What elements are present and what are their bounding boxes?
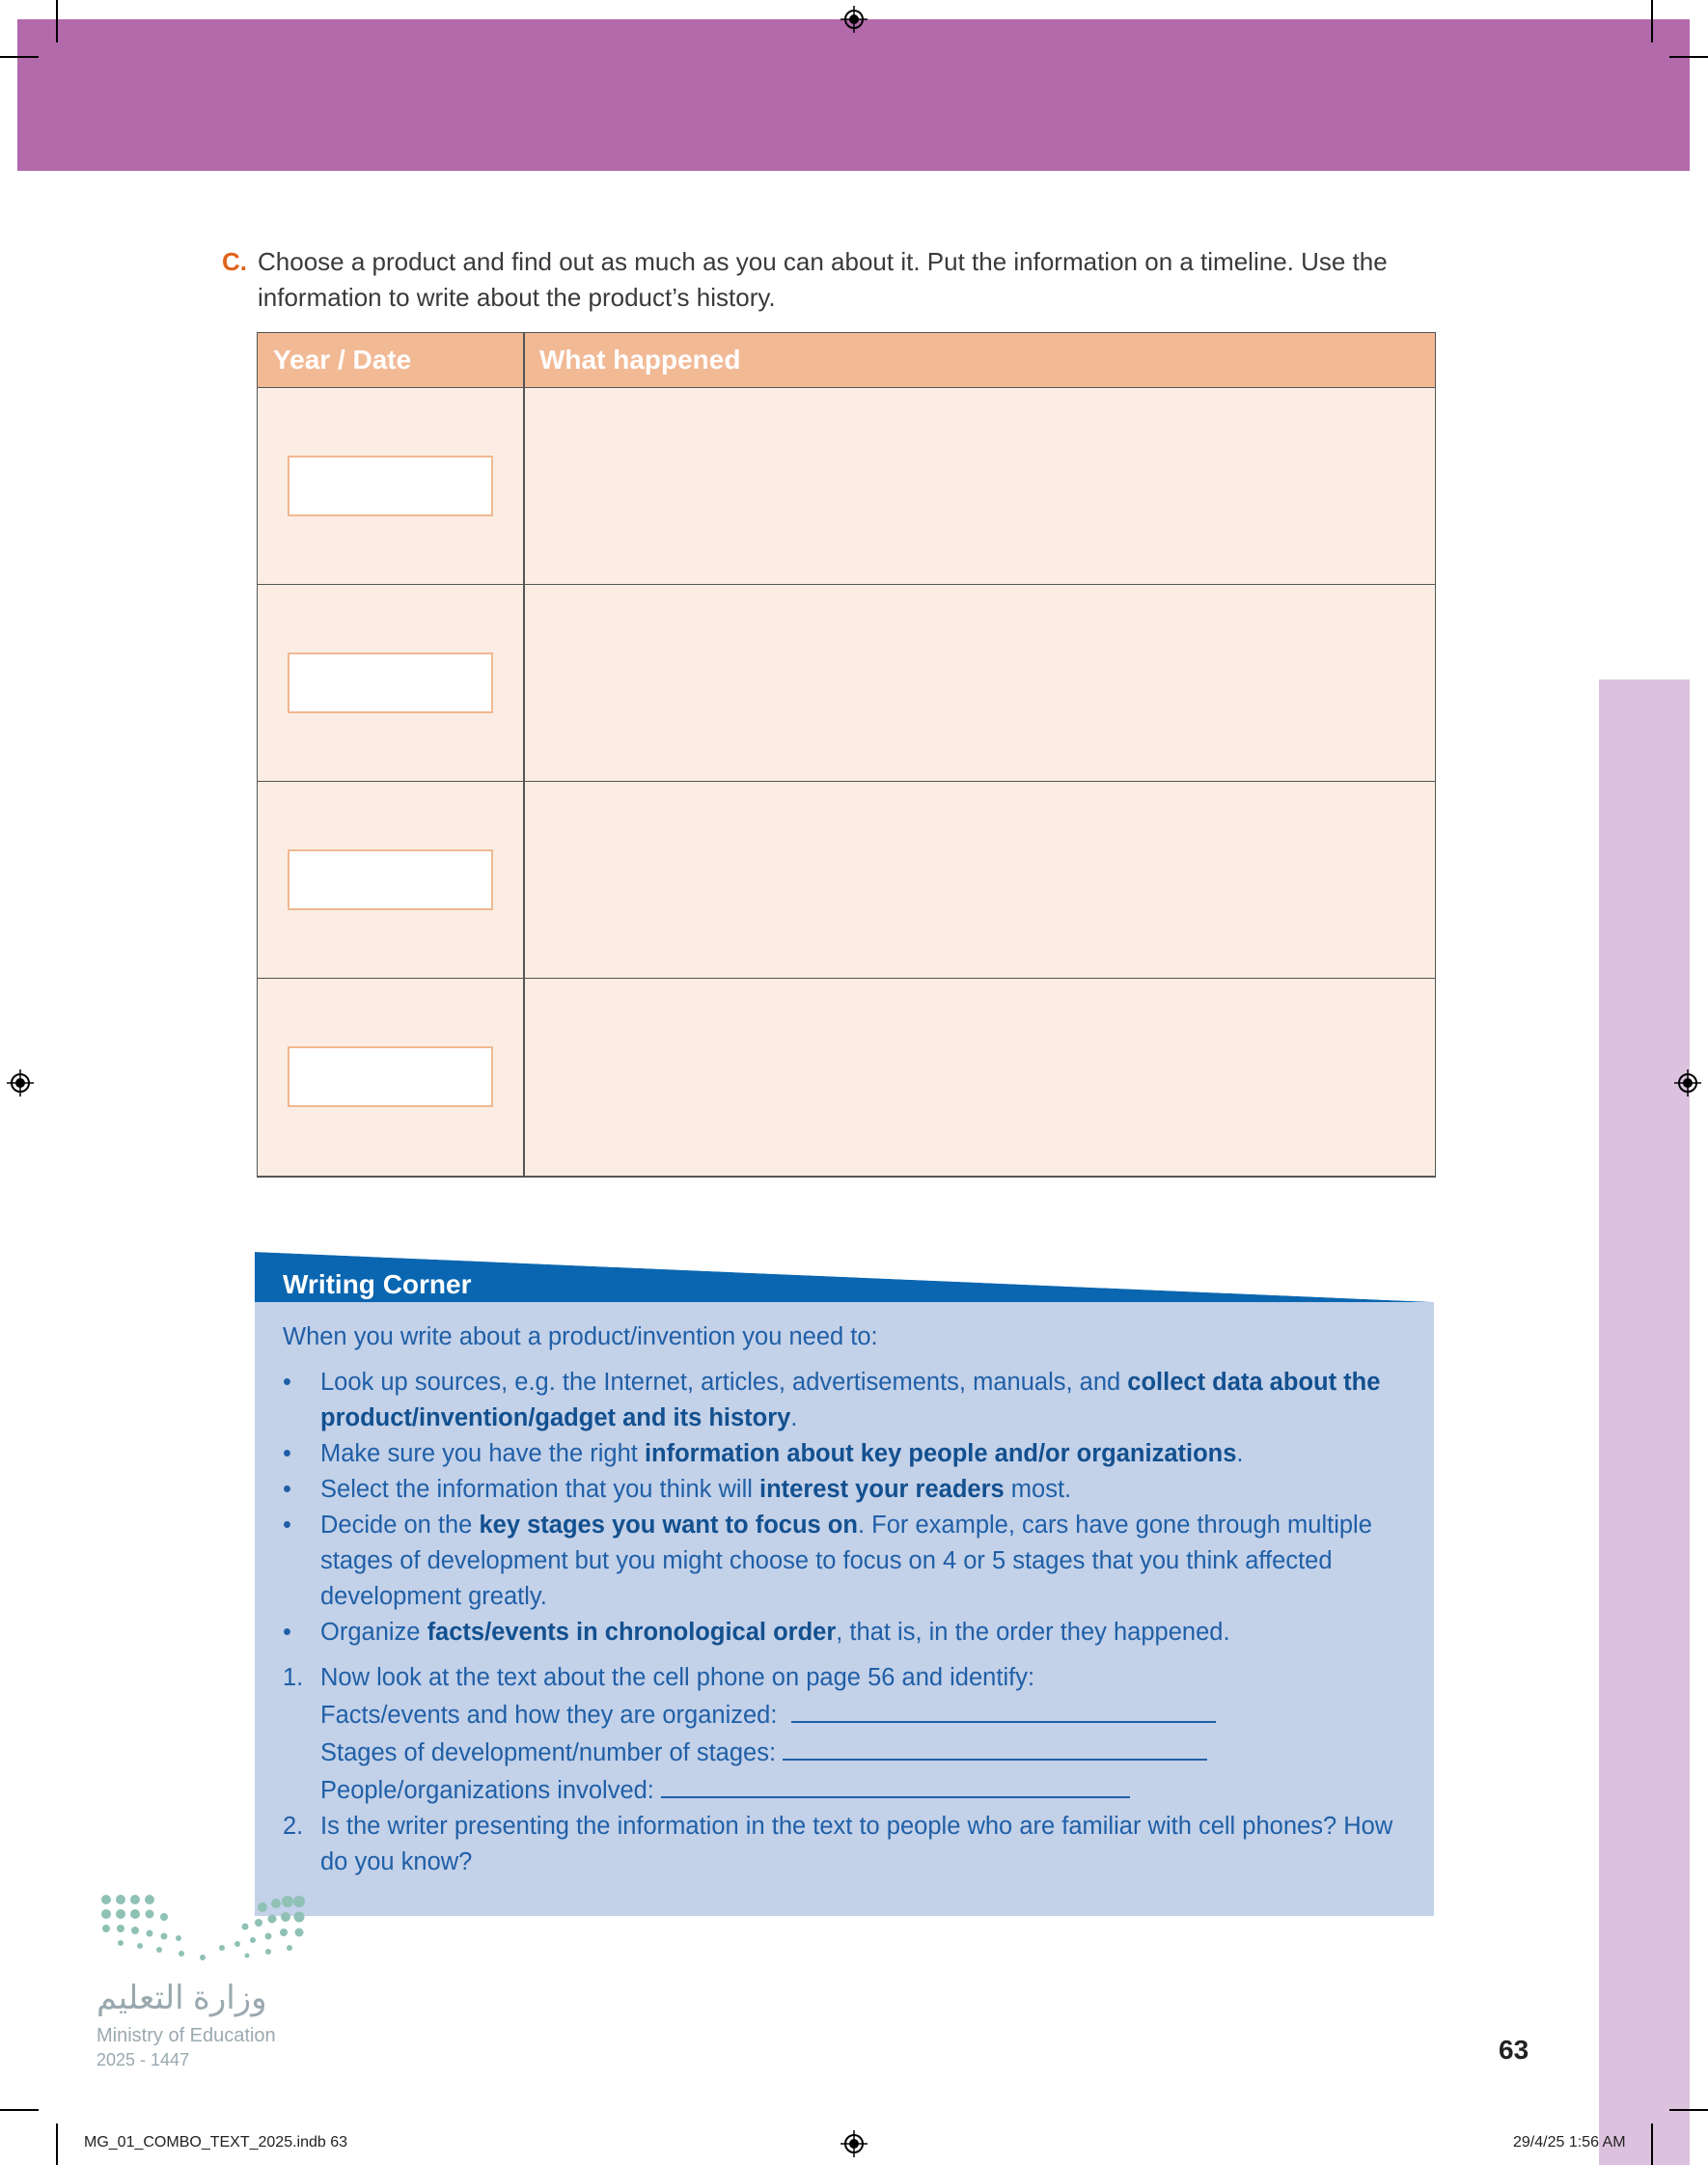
writing-corner-body (283, 1319, 1412, 1880)
crop-mark (0, 2109, 39, 2111)
table-header (258, 333, 1435, 388)
table-row (258, 782, 1435, 979)
question-1: 1. Now look at the text about the cell phone on page 56 and identify: Facts/events and how they are organized: Stages of development/number of stages: People/organizations involved: (283, 1660, 1412, 1809)
list-item: • Organize facts/events in chronological order, that is, in the order they happened. (283, 1615, 1412, 1651)
footer-filename: MG_01_COMBO_TEXT_2025.indb 63 (84, 2134, 348, 2151)
ministry-name-arabic: وزارة التعليم (96, 1980, 267, 2016)
side-tab (1599, 680, 1690, 2165)
crop-mark (56, 0, 58, 42)
table-row (258, 979, 1435, 1177)
exercise-instructions: Choose a product and find out as much as you can about it. Put the information on a timeline. Use the information to write about the product’s history. (258, 247, 1388, 312)
table-row (258, 585, 1435, 782)
date-input-box[interactable] (288, 456, 493, 516)
page-number: 63 (1499, 2035, 1529, 2065)
answer-blank[interactable] (783, 1734, 1207, 1761)
crop-mark (56, 2123, 58, 2165)
event-writing-area[interactable] (525, 388, 1435, 584)
answer-line-people: People/organizations involved: (320, 1771, 1412, 1809)
writing-corner-title: Writing Corner (283, 1269, 472, 1299)
answer-blank[interactable] (791, 1696, 1216, 1723)
header-band (17, 19, 1690, 171)
questions-list (283, 1660, 1412, 1880)
event-writing-area[interactable] (525, 782, 1435, 978)
date-input-box[interactable] (288, 1046, 493, 1107)
list-item: • Decide on the key stages you want to focus on. For example, cars have gone through multiple stages of development but you might choose to focus on 4 or 5 stages that you think affected development greatly. (283, 1508, 1412, 1615)
crop-mark (1669, 56, 1708, 58)
table-row (258, 388, 1435, 585)
registration-mark-icon (840, 6, 868, 33)
footer-timestamp: 29/4/25 1:56 AM (1513, 2134, 1626, 2151)
writing-tips-list (283, 1365, 1412, 1651)
exercise-letter: C. (222, 247, 247, 276)
registration-mark-icon (840, 2130, 868, 2157)
answer-line-facts: Facts/events and how they are organized: (320, 1696, 1412, 1734)
column-header-year: Year / Date (273, 345, 412, 375)
event-writing-area[interactable] (525, 585, 1435, 781)
list-item: • Select the information that you think will interest your readers most. (283, 1472, 1412, 1508)
answer-blank[interactable] (661, 1771, 1130, 1798)
ministry-name-english: Ministry of Education (96, 2025, 276, 2046)
column-header-event: What happened (539, 345, 741, 375)
crop-mark (1651, 0, 1653, 42)
list-item: • Make sure you have the right information about key people and/or organizations. (283, 1436, 1412, 1472)
writing-corner (255, 1252, 1434, 1916)
registration-mark-icon (7, 1069, 34, 1096)
list-item: • Look up sources, e.g. the Internet, articles, advertisements, manuals, and collect data about the product/invention/gadget and its history. (283, 1365, 1412, 1436)
answer-line-stages: Stages of development/number of stages: (320, 1734, 1412, 1771)
column-divider (523, 333, 525, 1177)
writing-corner-intro: When you write about a product/invention you need to: (283, 1323, 878, 1350)
date-input-box[interactable] (288, 652, 493, 713)
exercise-c (222, 244, 1428, 316)
crop-mark (0, 56, 39, 58)
question-2: 2. Is the writer presenting the information in the text to people who are familiar with cell phones? How do you know? (283, 1813, 1393, 1875)
registration-mark-icon (1674, 1069, 1701, 1096)
date-input-box[interactable] (288, 849, 493, 910)
crop-mark (1669, 2109, 1708, 2111)
timeline-table (257, 332, 1436, 1178)
event-writing-area[interactable] (525, 979, 1435, 1176)
ministry-year: 2025 - 1447 (96, 2050, 190, 2069)
crop-mark (1651, 2123, 1653, 2165)
